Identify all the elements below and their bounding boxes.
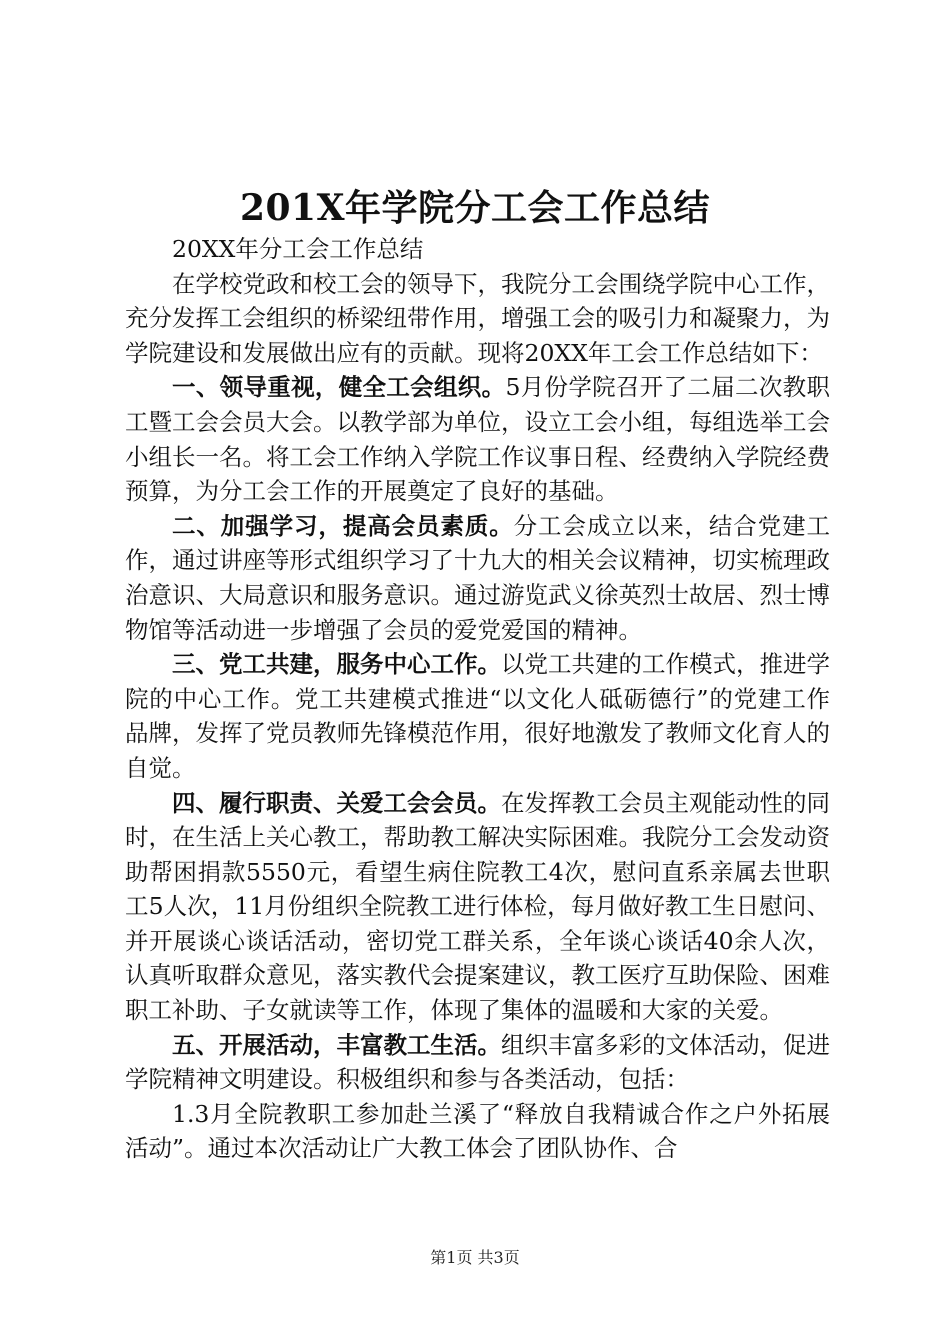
- section-heading-3: 三、党工共建，服务中心工作。: [172, 650, 501, 679]
- document-title: 201X年学院分工会工作总结: [239, 187, 711, 229]
- section-paragraph-2: [125, 509, 830, 647]
- section-heading-4: 四、履行职责、关爱工会会员。: [172, 788, 501, 817]
- section-heading-1: 一、领导重视，健全工会组织。: [172, 373, 506, 402]
- section-heading-5: 五、开展活动，丰富教工生活。: [172, 1030, 501, 1059]
- section-text-5: 组织丰富多彩的文体活动，促进学院精神文明建设。积极组织和参与各类活动，包括：: [125, 1030, 830, 1094]
- section-paragraph-4: [125, 786, 830, 1028]
- document-body: [125, 232, 830, 1166]
- section-heading-2: 二、加强学习，提高会员素质。: [172, 511, 514, 540]
- section-paragraph-5: [125, 1028, 830, 1097]
- section-paragraph-3: [125, 647, 830, 785]
- intro-paragraph: 在学校党政和校工会的领导下，我院分工会围绕学院中心工作，充分发挥工会组织的桥梁纽带作用，增强工会的吸引力和凝聚力，为学院建设和发展做出应有的贡献。现将20XX年工会工作总结如下：: [125, 269, 830, 367]
- list-item-1: 1.3月全院教职工参加赴兰溪了“释放自我精诚合作之户外拓展活动”。通过本次活动让广大教工体会了团队协作、合: [125, 1099, 830, 1163]
- section-text-2: 分工会成立以来，结合党建工作，通过讲座等形式组织学习了十九大的相关会议精神，切实梳理政治意识、大局意识和服务意识。通过游览武义徐英烈士故居、烈士博物馆等活动进一步增强了会员的爱党爱国的精神。: [125, 511, 831, 644]
- document-subtitle: 20XX年分工会工作总结: [172, 235, 424, 263]
- section-text-1: 5月份学院召开了二届二次教职工暨工会会员大会。以教学部为单位，设立工会小组，每组选举工会小组长一名。将工会工作纳入学院工作议事日程、经费纳入学院经费预算，为分工会工作的开展奠定了良好的基础。: [125, 373, 831, 506]
- section-text-3: 以党工共建的工作模式，推进学院的中心工作。党工共建模式推进“以文化人砥砺德行”的党建工作品牌，发挥了党员教师先锋模范作用，很好地激发了教师文化育人的自觉。: [125, 650, 830, 782]
- page-number-footer: 第1页 共3页: [430, 1248, 520, 1267]
- section-text-4: 在发挥教工会员主观能动性的同时，在生活上关心教工，帮助教工解决实际困难。我院分工会发动资助帮困捐款5550元，看望生病住院教工4次，慰问直系亲属去世职工5人次，11月份组织全院教工进行体检，每月做好教工生日慰问、并开展谈心谈话活动，密切党工群关系，全年谈心谈话40余人次，认真听取群众意见，落实教代会提案建议，教工医疗互助保险、困难职工补助、子女就读等工作，体现了集体的温暖和大家的关爱。: [125, 788, 830, 1025]
- section-paragraph-1: [125, 370, 830, 508]
